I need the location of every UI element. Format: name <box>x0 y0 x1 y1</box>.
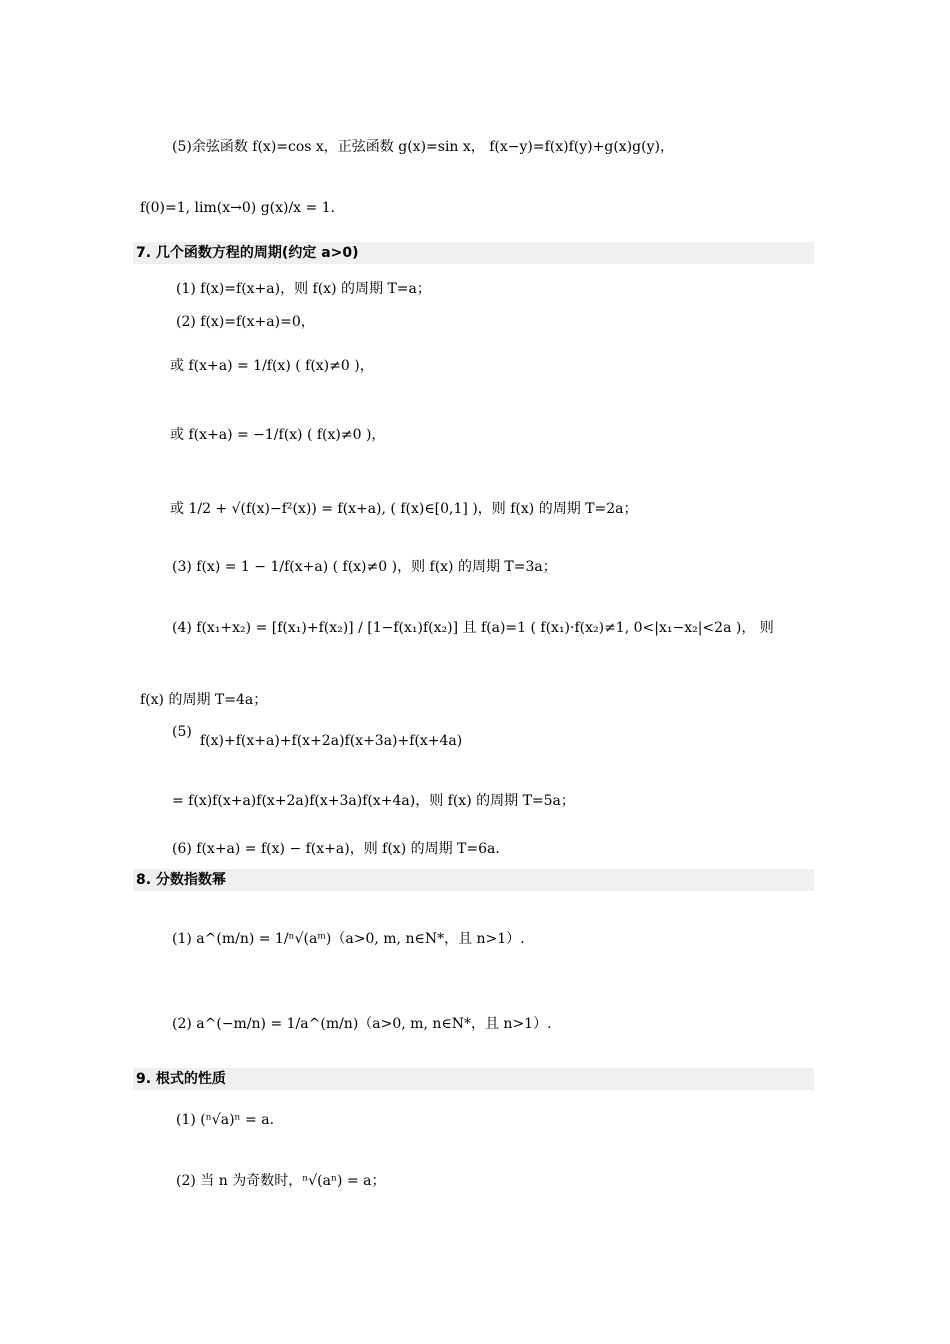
formula-line: (2) a^(−m/n) = 1/a^(m/n)（a>0, m, n∈N*，且 n>1）. <box>172 1016 552 1032</box>
section-heading: 9. 根式的性质 <box>133 1068 814 1090</box>
formula-line: (2) f(x)=f(x+a)=0， <box>176 314 315 330</box>
formula-line: 或 f(x+a) = 1/f(x) ( f(x)≠0 )， <box>170 358 374 374</box>
formula-line: (1) a^(m/n) = 1/ⁿ√(aᵐ)（a>0, m, n∈N*，且 n>1）. <box>172 931 525 947</box>
formula-line: (5)余弦函数 f(x)=cos x，正弦函数 g(x)=sin x， f(x−y)=f(x)f(y)+g(x)g(y)， <box>172 139 674 155</box>
formula-line: = f(x)f(x+a)f(x+2a)f(x+3a)f(x+4a)，则 f(x) 的周期 T=5a； <box>172 793 575 809</box>
formula-line: 或 f(x+a) = −1/f(x) ( f(x)≠0 )， <box>170 427 386 443</box>
formula-line: (1) f(x)=f(x+a)，则 f(x) 的周期 T=a； <box>176 281 431 297</box>
section-heading: 7. 几个函数方程的周期(约定 a>0) <box>133 242 814 264</box>
formula-line: (2) 当 n 为奇数时，ⁿ√(aⁿ) = a； <box>176 1173 386 1189</box>
formula-line: f(x)+f(x+a)+f(x+2a)f(x+3a)+f(x+4a) <box>200 733 463 749</box>
formula-line: f(0)=1, lim(x→0) g(x)/x = 1. <box>140 200 336 216</box>
formula-line: (1) (ⁿ√a)ⁿ = a. <box>176 1112 275 1128</box>
formula-line: (4) f(x₁+x₂) = [f(x₁)+f(x₂)] / [1−f(x₁)f(x₂)] 且 f(a)=1 ( f(x₁)·f(x₂)≠1, 0<|x₁−x₂|<2a )， 则 <box>172 620 774 636</box>
formula-line: f(x) 的周期 T=4a； <box>140 692 268 708</box>
formula-line: (5) <box>172 724 192 740</box>
formula-line: (3) f(x) = 1 − 1/f(x+a) ( f(x)≠0 )，则 f(x) 的周期 T=3a； <box>172 559 557 575</box>
formula-line: (6) f(x+a) = f(x) − f(x+a)，则 f(x) 的周期 T=6a. <box>172 841 500 857</box>
section-heading: 8. 分数指数幂 <box>133 869 814 891</box>
formula-line: 或 1/2 + √(f(x)−f²(x)) = f(x+a), ( f(x)∈[0,1] )，则 f(x) 的周期 T=2a； <box>170 501 638 517</box>
